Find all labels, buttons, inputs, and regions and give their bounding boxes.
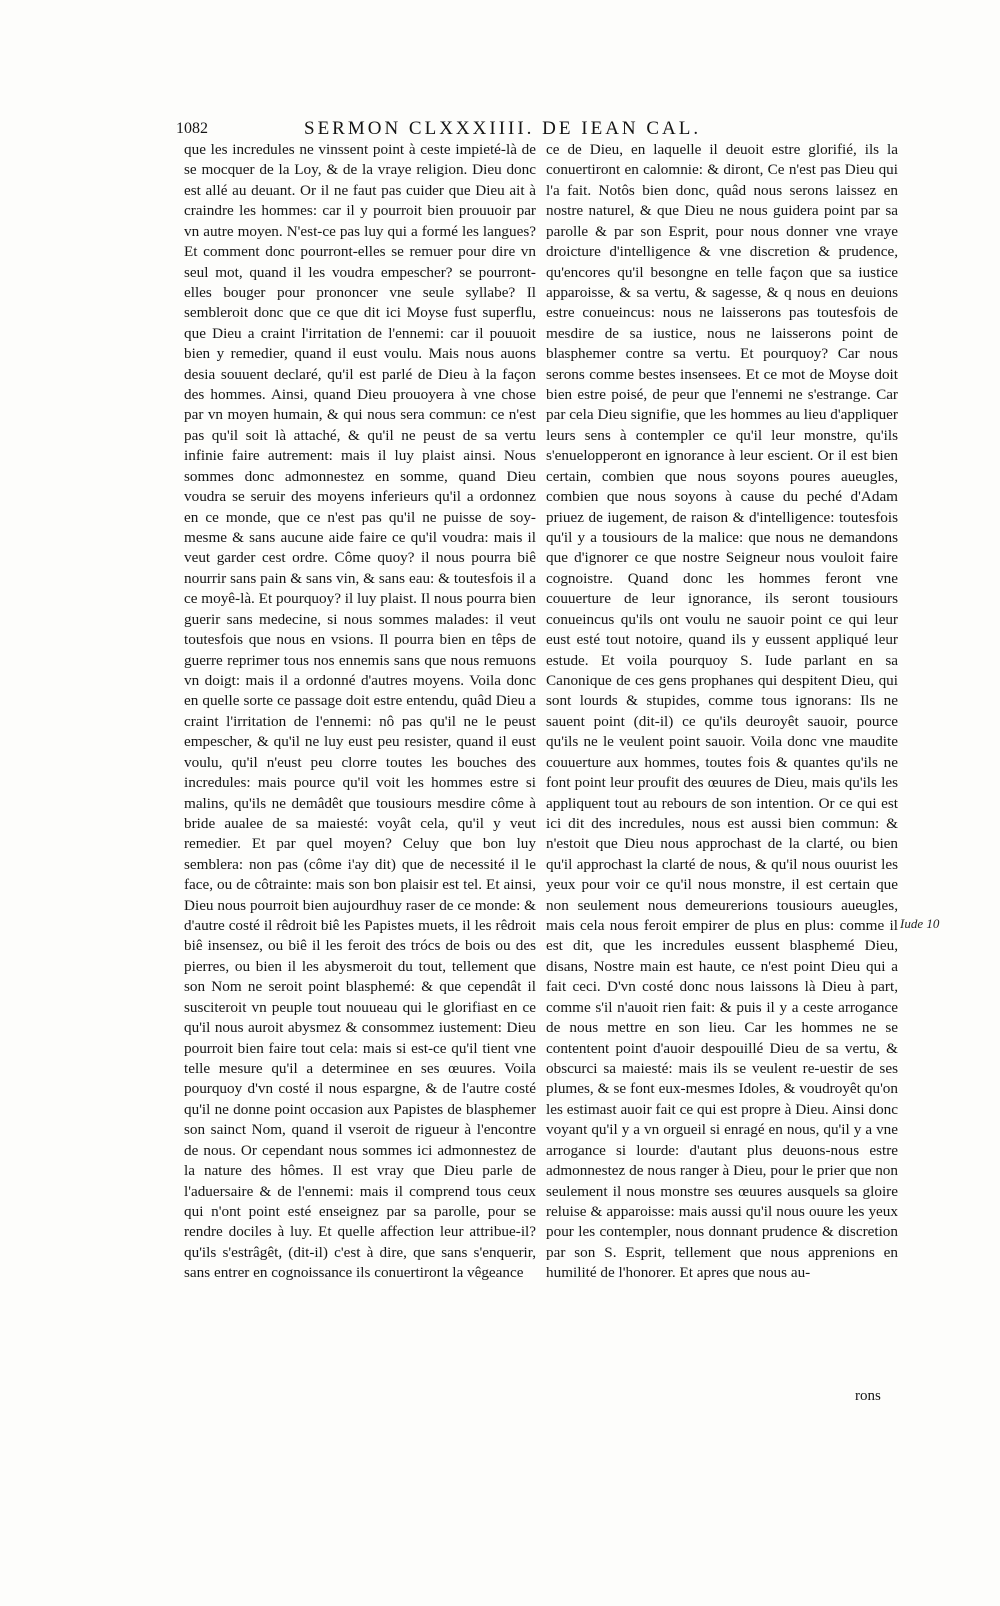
page-number: 1082 [176, 120, 208, 137]
right-column-text: ce de Dieu, en laquelle il deuoit estre glorifié, ils la conuertiront en calomnie: & diront, Ce n'est pas Dieu qui l'a fait. Notôs bien donc, quâd nous serons laissez en nostre naturel, & que Dieu ne nous guidera point par sa parolle & par son Esprit, pour nous donner vne vraye droicture d'intelligence & vne discretion & prudence, qu'encores qu'il besongne en telle façon que sa iustice apparoisse, & sa vertu, & sagesse, & q nous en deuions estre conueincus: nous ne laisserons pas toutesfois de mesdire de sa iustice, nous ne laisserons point de blasphemer contre sa vertu. Et pourquoy? Car nous serons comme bestes insensees. Et ce mot de Moyse doit bien estre poisé, de peur que l'ennemi ne s'estrange. Car par cela Dieu signifie, que les hommes au lieu d'appliquer leurs sens à contempler ce qu'il leur monstre, qu'ils s'enuelopperont en ignorance à leur escient. Or il est bien certain, combien que nous soyons poures aueugles, combien que nous soyons à cause du peché d'Adam priuez de iugement, de raison & d'intelligence: toutesfois qu'il y a tousiours de la malice: que nous ne demandons que d'ignorer ce que nostre Seigneur nous vouloit faire cognoistre. Quand donc les hommes feront vne couuerture de leur ignorance, ils seront tousiours conueincus qu'ils ont voulu ne sauoir point ce qui leur eust esté tout notoire, quand ils y eussent appliqué leur estude. Et voila pourquoy S. Iude parlant en sa Canonique de ces gens prophanes qui despitent Dieu, qui sont lourds & stupides, comme tous ignorans: Ils ne sauent point (dit-il) ce qu'ils deuroyêt sauoir, pource qu'ils ne le veulent point sauoir. Voila donc vne maudite couuerture aux hommes, toutes fois & quantes qu'ils ne font point leur proufit des œuures de Dieu, mais qu'ils les appliquent tout au rebours de son intention. Or ce qui est ici dit des incredules, nous est aussi bien commun: & n'estoit que Dieu nous approchast de la clarté, ou bien qu'il approchast la clarté de nous, & qu'il nous ouurist les yeux pour voir ce qu'il nous monstre, il est certain que non seulement nous demeurerions tousiours aueugles, mais cela nous feroit empirer de plus en plus: comme il est dit, que les incredules eussent blasphemé Dieu, disans, Nostre main est haute, ce n'est point Dieu qui a fait ceci. D'vn costé donc nous laissons là Dieu à part, comme s'il n'auoit rien fait: & puis il y a ceste arrogance de nous mettre en son lieu. Car les hommes ne se contentent point d'auoir despouillé Dieu de sa vertu, & obscurci sa maiesté: mais ils se veulent re-uestir de ses plumes, & se font eux-mesmes Idoles, & voudroyêt qu'on les estimast auoir fait ce qui est propre à Dieu. Ainsi donc voyant qu'il y a vn orgueil si enragé en nous, qu'il y a vne arrogance si lourde: d'autant plus deuons-nous estre admonnestez de nous ranger à Dieu, pour le prier que non seulement il nous monstre ses œuures ausquels sa gloire reluise & apparoisse: mais aussi qu'il nous ouure les yeux pour les contempler, nous donnant prudence & discretion par son S. Esprit, tellement que nous apprenions en humilité de l'honorer. Et apres que nous au- [546, 141, 898, 1282]
right-text-column [546, 140, 898, 1284]
left-column-text: que les incredules ne vinssent point à ceste impieté-là de se mocquer de la Loy, & de la vraye religion. Dieu donc est allé au deuant. Or il ne faut pas cuider que Dieu ait à craindre les hommes: car il y pourroit bien prouuoir par vn autre moyen. N'est-ce pas luy qui a formé les langues? Et comment donc pourront-elles se remuer pour dire vn seul mot, quand il les voudra empescher? se pourront-elles bouger pour prononcer vne seule syllabe? Il sembleroit donc que ce que dit ici Moyse fust superflu, que Dieu a craint l'irritation de l'ennemi: car il pouuoit bien y remedier, quand il eust voulu. Mais nous auons desia souuent declaré, qu'il est parlé de Dieu à la façon des hommes. Ainsi, quand Dieu prouoyera à vne chose par vn moyen humain, & qui nous sera commun: ce n'est pas qu'il soit là attaché, & qu'il ne peust de sa vertu infinie faire autrement: mais il luy plaist ainsi. Nous sommes donc admonnestez en somme, quand Dieu voudra se seruir des moyens inferieurs qu'il a ordonnez en ce monde, que ce n'est pas qu'il ne puisse de soy-mesme & sans aucune aide faire ce qu'il voudra: mais il veut garder cest ordre. Côme quoy? il nous pourra biê nourrir sans pain & sans vin, & sans eau: & toutesfois il a ce moyê-là. Et pourquoy? il luy plaist. Il nous pourra bien guerir sans medecine, si nous sommes malades: il veut toutesfois que nous en vsions. Il pourra bien en têps de guerre reprimer tous nos ennemis sans que nous remuons vn doigt: mais il a ordonné d'autres moyens. Voila donc en quelle sorte ce passage doit estre entendu, quâd Dieu a craint l'irritation de l'ennemi: nô pas qu'il ne le peust empescher, & qu'il ne luy eust peu resister, quand il eust voulu, qu'il n'eust peu clorre toutes les bouches des incredules: mais pource qu'il voit les hommes estre si malins, qu'ils ne demâdêt que tousiours mesdire côme à bride aualee de sa maiesté: voyât cela, qu'il y veut remedier. Et par quel moyen? Celuy que bon luy semblera: non pas (côme i'ay dit) que de necessité il le face, ou de côtrainte: mais son bon plaisir est tel. Et ainsi, Dieu nous pourroit bien aujourdhuy raser de ce monde: & d'autre costé il rêdroit biê les Papistes muets, il les rêdroit biê insensez, ou biê il les feroit des trócs de bois ou des pierres, ou bien il les abysmeroit du tout, tellement que son Nom ne seroit point blasphemé: & que cependât il susciteroit vn peuple tout nouueau qui le glorifiast en ce qu'il nous auroit abysmez & consommez iustement: Dieu pourroit bien faire tout cela: mais si est-ce qu'il tient vne telle mesure qu'il a determinee en ses œuures. Voila pourquoy d'vn costé il nous espargne, & de l'autre costé qu'il ne donne point occasion aux Papistes de blasphemer son sainct Nom, quand il vseroit de rigueur à l'encontre de nous. Or cependant nous sommes ici admonnestez de la nature des hômes. Il est vray que Dieu parle de l'aduersaire & de l'ennemi: mais il comprend tous ceux qui n'ont point esté enseignez par sa parolle, pour se rendre dociles à luy. Et quelle affection leur attribue-il? qu'ils s'estrâgêt, (dit-il) c'est à dire, que sans s'enquerir, sans entrer en cognoissance ils conuertiront la vêgeance [184, 141, 536, 1282]
margin-note: Iude 10 [900, 916, 940, 931]
left-text-column [184, 140, 536, 1284]
running-title: SERMON CLXXXIIII. DE IEAN CAL. [304, 118, 702, 139]
catchword: rons [855, 1388, 881, 1404]
